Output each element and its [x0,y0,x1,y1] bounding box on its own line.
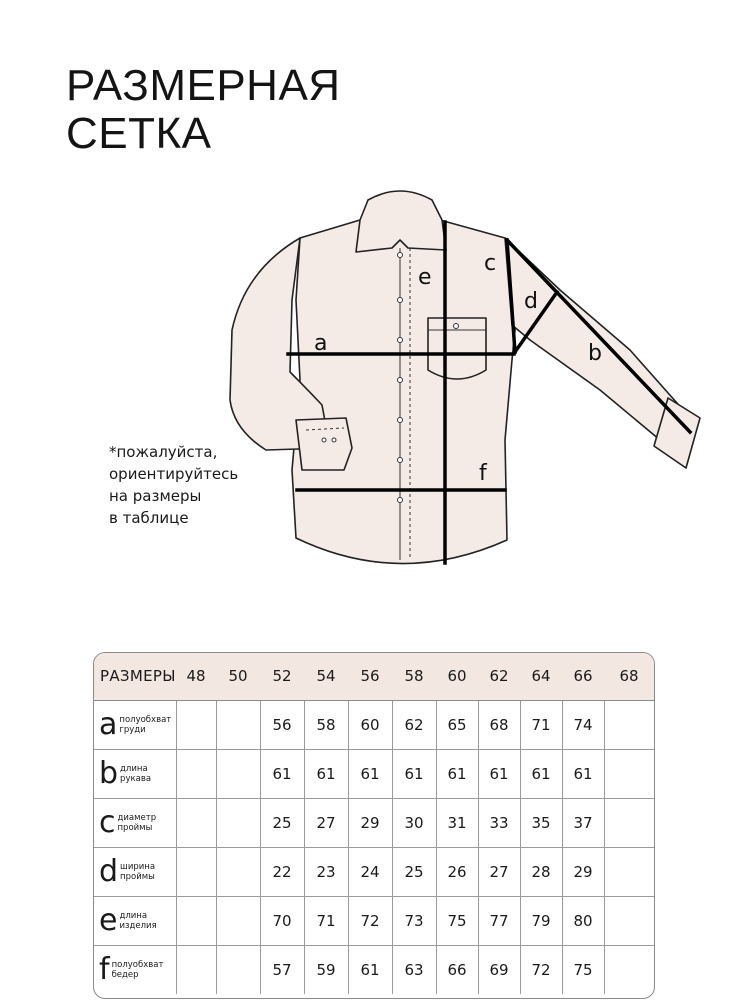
table-cell: 28 [520,847,562,896]
note-line-4: в таблице [109,509,189,527]
table-cell [604,798,654,847]
table-cell: 58 [304,700,348,749]
table-cell: 69 [478,945,520,994]
table-cell: 71 [520,700,562,749]
sizes-header-label: РАЗМЕРЫ [94,653,176,700]
table-cell [604,700,654,749]
table-row [94,896,654,945]
label-c: c [484,251,497,276]
table-cell: 73 [392,896,436,945]
table-cell [176,847,216,896]
size-table-body [94,700,654,994]
table-cell [176,700,216,749]
row-letter: b [99,755,119,791]
size-note [109,441,238,529]
title-line-1: РАЗМЕРНАЯ [66,61,341,110]
table-cell: 70 [260,896,304,945]
size-header-66: 66 [562,653,604,700]
note-line-3: на размеры [109,487,202,505]
table-cell: 29 [348,798,392,847]
table-cell: 63 [392,945,436,994]
table-cell [604,847,654,896]
note-line-1: *пожалуйста, [109,443,218,461]
table-cell: 27 [478,847,520,896]
table-cell: 61 [260,749,304,798]
table-row [94,798,654,847]
table-cell: 61 [304,749,348,798]
table-cell [604,749,654,798]
row-description-line: бедер [111,969,139,980]
table-cell: 61 [562,749,604,798]
label-b: b [588,341,602,366]
table-cell: 25 [260,798,304,847]
size-header-62: 62 [478,653,520,700]
table-row [94,749,654,798]
table-cell: 24 [348,847,392,896]
table-cell: 61 [392,749,436,798]
row-letter: f [99,951,110,987]
table-cell: 25 [392,847,436,896]
table-cell: 65 [436,700,478,749]
table-cell: 22 [260,847,304,896]
table-cell [216,896,260,945]
row-description-line: ширина [120,861,156,872]
table-cell [176,749,216,798]
table-cell: 61 [478,749,520,798]
table-cell: 56 [260,700,304,749]
label-f: f [479,461,487,486]
size-header-56: 56 [348,653,392,700]
row-header-e [94,896,176,945]
table-cell: 33 [478,798,520,847]
table-cell [216,945,260,994]
row-description [119,715,171,735]
size-header-48: 48 [176,653,216,700]
row-description-line: проймы [120,871,155,882]
table-cell [216,749,260,798]
table-cell: 61 [436,749,478,798]
row-letter: c [99,804,116,840]
row-description [112,960,164,980]
size-header-52: 52 [260,653,304,700]
row-letter: d [99,853,119,889]
table-cell: 59 [304,945,348,994]
note-line-2: ориентируйтесь [109,465,239,483]
size-header-row [94,653,654,700]
row-header-d [94,847,176,896]
size-header-50: 50 [216,653,260,700]
size-header-58: 58 [392,653,436,700]
table-cell: 62 [392,700,436,749]
table-cell: 80 [562,896,604,945]
size-header-60: 60 [436,653,478,700]
table-cell: 61 [520,749,562,798]
table-row [94,945,654,994]
table-cell: 68 [478,700,520,749]
shirt-outline [230,191,700,564]
table-cell [216,798,260,847]
table-cell: 61 [348,749,392,798]
row-description [120,764,151,784]
table-cell: 57 [260,945,304,994]
row-description [118,813,157,833]
table-cell [216,847,260,896]
label-a: a [314,331,328,356]
table-cell: 35 [520,798,562,847]
size-header-54: 54 [304,653,348,700]
table-cell: 26 [436,847,478,896]
table-cell: 31 [436,798,478,847]
size-header-64: 64 [520,653,562,700]
table-cell [176,798,216,847]
label-d: d [524,289,538,314]
row-description-line: груди [119,724,146,735]
row-description-line: рукава [120,773,152,784]
row-header-f [94,945,176,994]
table-row [94,700,654,749]
table-cell: 79 [520,896,562,945]
title-line-2: СЕТКА [66,109,212,158]
table-cell: 66 [436,945,478,994]
table-row [94,847,654,896]
row-letter: e [99,902,118,938]
table-cell: 75 [436,896,478,945]
size-table [93,652,655,999]
row-description-line: изделия [119,920,157,931]
row-description-line: полуобхват [111,959,164,970]
table-cell [176,896,216,945]
table-cell [604,945,654,994]
row-description-line: длина [119,910,148,921]
table-cell [216,700,260,749]
row-description-line: длина [120,763,148,774]
row-description-line: проймы [117,822,153,833]
row-header-c [94,798,176,847]
size-header-68: 68 [604,653,654,700]
row-header-a [94,700,176,749]
table-cell: 72 [348,896,392,945]
table-cell: 77 [478,896,520,945]
row-description [120,862,155,882]
table-cell: 30 [392,798,436,847]
table-cell: 61 [348,945,392,994]
table-cell: 60 [348,700,392,749]
table-cell: 29 [562,847,604,896]
table-cell: 74 [562,700,604,749]
row-description [119,911,156,931]
row-letter: a [99,706,118,742]
table-cell [176,945,216,994]
row-description-line: полуобхват [119,714,172,725]
label-e: e [418,265,432,290]
row-header-b [94,749,176,798]
table-cell: 72 [520,945,562,994]
table-cell [604,896,654,945]
table-cell: 71 [304,896,348,945]
table-cell: 23 [304,847,348,896]
table-cell: 75 [562,945,604,994]
table-cell: 37 [562,798,604,847]
row-description-line: диаметр [117,812,157,823]
table-cell: 27 [304,798,348,847]
